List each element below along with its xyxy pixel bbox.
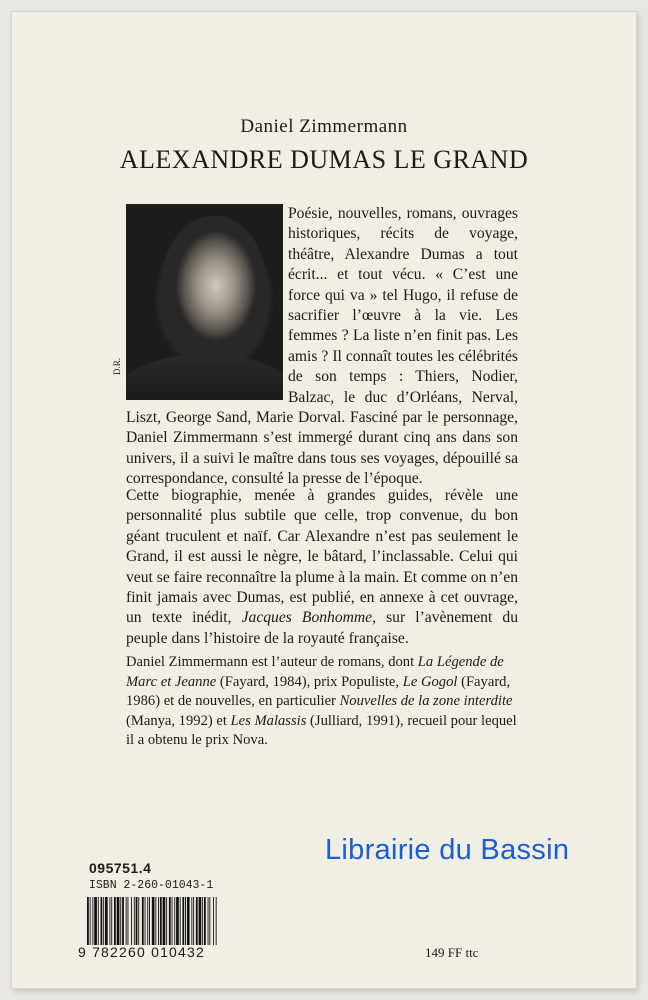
- barcode-bar: [117, 897, 120, 945]
- barcode-bar: [208, 897, 209, 945]
- bio-text-1: Daniel Zimmermann est l’auteur de romans, dont: [126, 654, 418, 670]
- barcode-bar: [172, 897, 173, 945]
- bookstore-watermark: Librairie du Bassin: [325, 834, 570, 866]
- product-code: 095751.4: [89, 860, 152, 876]
- portrait-space: [126, 204, 288, 388]
- barcode-bar: [145, 897, 146, 945]
- barcode-bar: [149, 897, 150, 945]
- barcode-bar: [122, 897, 124, 945]
- barcode-bar: [216, 897, 217, 945]
- bio-title-3: Nouvelles de la zone interdite: [339, 693, 513, 709]
- synopsis-text-1: Poésie, nouvelles, romans, ouvrages historiques, récits de voyage, théâtre, Alexandre Dumas a tout écrit... et tout vécu. « C’est une force qui va » tel Hugo, il refuse de sacrifier l’œuvre à la vie. Les femmes ? La liste n’en finit pas. Les amis ? Il connaît toutes les célébrités de son temps : Thiers, Nodier, Balzac, le duc d’Orléans, Nerval, Liszt, George Sand, Marie Dorval. Fasciné par le personnage, Daniel Zimmermann s’est immergé durant cinq ans dans son univers, il a suivi le maître dans tous ses voyages, dépouillé sa correspondance, consulté la presse de l’époque.: [126, 205, 518, 488]
- barcode-bar: [142, 897, 144, 945]
- barcode-bar: [191, 897, 192, 945]
- barcode-bar: [182, 897, 184, 945]
- barcode-bar: [166, 897, 167, 945]
- bio-text-2: (Fayard, 1984), prix Populiste,: [216, 673, 403, 690]
- barcode-bar: [92, 897, 93, 945]
- barcode-bar: [131, 897, 132, 945]
- barcode-bar: [199, 897, 202, 945]
- price-label: 149 FF ttc: [425, 945, 479, 960]
- bio-text-3: (Fayard, 1986) et de nouvelles, en particulier: [126, 673, 511, 709]
- barcode-bar: [90, 897, 91, 945]
- barcode-bar: [103, 897, 104, 945]
- barcode-bar: [193, 897, 194, 945]
- barcode-bar: [196, 897, 198, 945]
- bio-title-2: Le Gogol: [402, 673, 458, 690]
- isbn-number: ISBN 2-260-01043-1: [89, 879, 214, 892]
- synopsis-text-2b: , sur l’avènement du peuple dans l’histoire de la royauté française.: [126, 609, 518, 647]
- barcode-bar: [176, 897, 179, 945]
- bio-title-4: Les Malassis: [230, 712, 307, 729]
- barcode-bar: [180, 897, 181, 945]
- barcode-bar: [128, 897, 129, 945]
- barcode-bar: [152, 897, 155, 945]
- bio-text-4: (Manya, 1992) et: [126, 712, 231, 729]
- book-title: ALEXANDRE DUMAS LE GRAND: [119, 145, 529, 174]
- barcode-bar: [105, 897, 108, 945]
- synopsis-text-2a: Cette biographie, menée à grandes guides, révèle une personnalité plus subtile que celle, trop convenue, du bon géant truculent et naïf. Car Alexandre n’est pas seulement le Grand, il est aussi le nègre, le bâtard, l’inclassable. Celui qui veut se faire reconnaître la plume à la main. Et comme on n’en finit jamais avec Dumas, est publié, en annexe à cet ouvrage, un texte inédit,: [126, 487, 518, 627]
- barcode-bar: [110, 897, 111, 945]
- synopsis-paragraph-1: [126, 204, 518, 490]
- barcode-bar: [134, 897, 135, 945]
- barcode-bar: [155, 897, 156, 945]
- author-name: Daniel Zimmermann: [240, 116, 408, 137]
- barcode-bar: [138, 897, 139, 945]
- barcode-bar: [126, 897, 127, 945]
- barcode-bar: [160, 897, 162, 945]
- barcode-digits: 9 782260 010432: [78, 944, 205, 960]
- photo-credit: D.R.: [112, 357, 122, 375]
- barcode-bar: [147, 897, 148, 945]
- barcode-bar: [209, 897, 210, 945]
- author-bio-paragraph: [126, 653, 518, 751]
- barcode-bar: [185, 897, 186, 945]
- barcode-bar: [202, 897, 203, 945]
- barcode-bar: [204, 897, 206, 945]
- barcode-bar: [101, 897, 103, 945]
- barcode-bar: [94, 897, 97, 945]
- synopsis-text-2-italic: Jacques Bonhomme: [241, 609, 373, 627]
- barcode-bar: [114, 897, 116, 945]
- barcode-bar: [174, 897, 175, 945]
- barcode-bar: [187, 897, 190, 945]
- barcode-bar: [169, 897, 171, 945]
- barcode-bar: [87, 897, 89, 945]
- barcode-bar: [213, 897, 214, 945]
- barcode-bar: [111, 897, 112, 945]
- barcode-bar: [158, 897, 159, 945]
- barcode: [87, 897, 217, 945]
- bio-text-5: (Julliard, 1991), recueil pour lequel il a obtenu le prix Nova.: [126, 712, 517, 748]
- bio-title-1: La Légende de Marc et Jeanne: [126, 654, 504, 690]
- barcode-bar: [98, 897, 99, 945]
- synopsis-paragraph-2: [126, 486, 518, 649]
- barcode-bar: [136, 897, 138, 945]
- barcode-bar: [120, 897, 121, 945]
- barcode-bar: [163, 897, 166, 945]
